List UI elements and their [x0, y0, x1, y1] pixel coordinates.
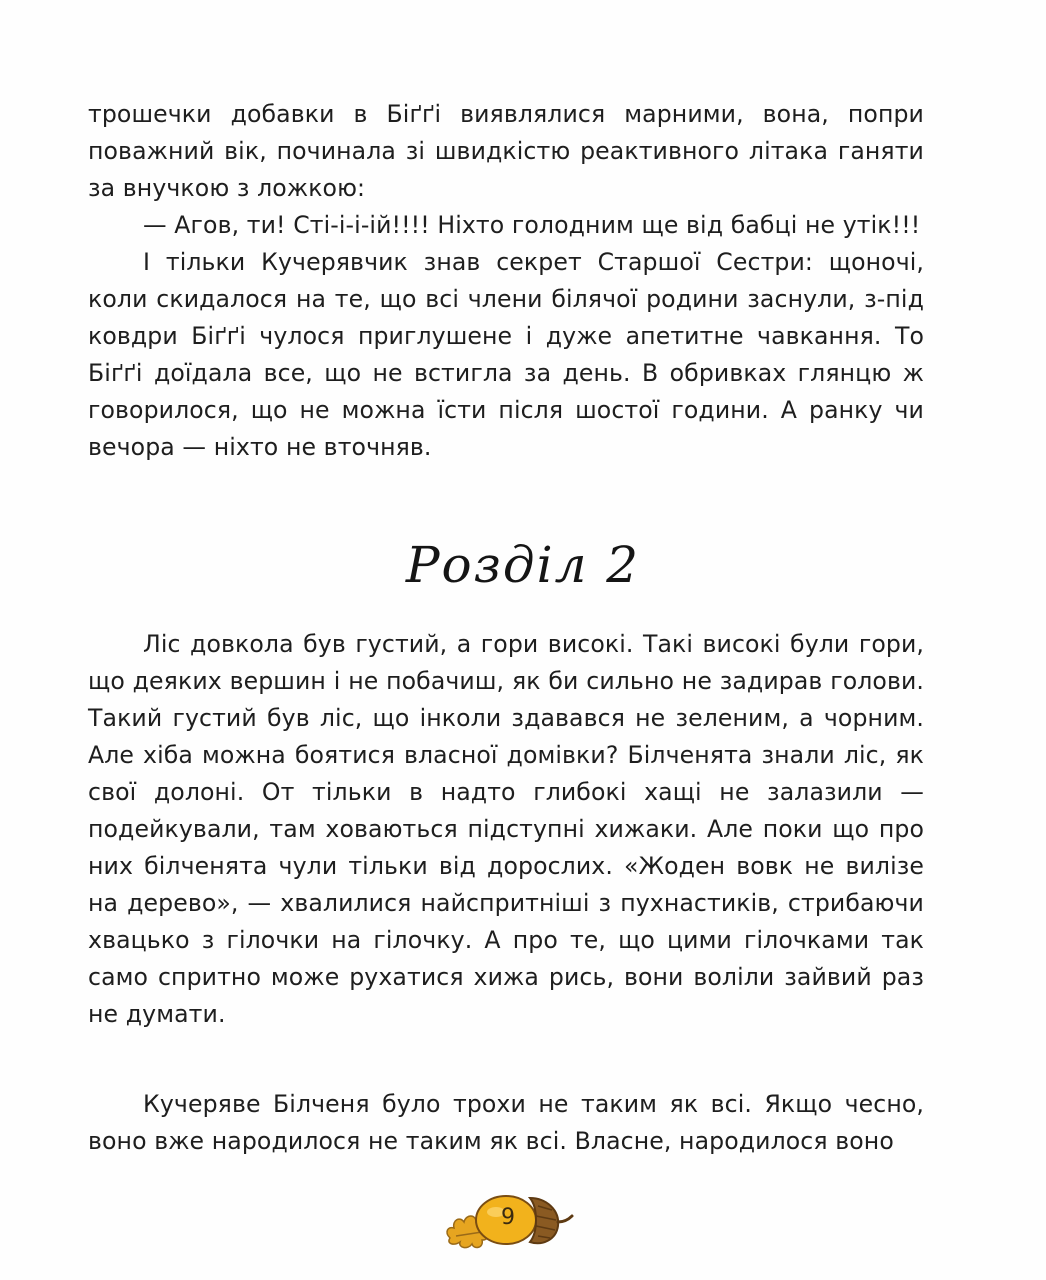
paragraph-continuation: трошечки добавки в Біґґі виявлялися марними, вона, попри поважний вік, починала зі швидкістю реактивного літака ганяти за внучкою з ложкою:	[88, 100, 924, 202]
page-number: 9	[501, 1205, 515, 1230]
forest-text-block	[88, 626, 924, 1033]
chapter-title: Розділ 2	[405, 536, 641, 594]
top-text-block	[88, 96, 924, 466]
paragraph-curly-squirrel: Кучеряве Білченя було трохи не таким як всі. Якщо чесно, воно вже народилося не таким як всі. Власне, народилося воно	[88, 1090, 924, 1155]
paragraph-dialogue: — Агов, ти! Сті-і-і-ій!!!! Ніхто голодним ще від бабці не утік!!!	[143, 211, 921, 239]
paragraph-forest: Ліс довкола був густий, а гори високі. Такі високі були гори, що деяких вершин і не побачиш, як би сильно не задирав голови. Такий густий був ліс, що інколи здавався не зеленим, а чорним. Але хіба можна боятися власної домівки? Білченята знали ліс, як свої долоні. От тільки в надто глибокі хащі не залазили — подейкували, там ховаються підступні хижаки. Але поки що про них білченята чули тільки від дорослих. «Жоден вовк не вилізе на дерево», — хвалилися найспритніші з пухнастиків, стрибаючи хвацько з гілочки на гілочку. А про те, що цими гілочками так само спритно може рухатися хижа рись, вони воліли зайвий раз не думати.	[88, 630, 924, 1028]
paragraph-secret: І тільки Кучерявчик знав секрет Старшої Сестри: щоночі, коли скидалося на те, що всі члени білячої родини заснули, з-під ковдри Біґґі чулося приглушене і дуже апетитне чавкання. То Біґґі доїдала все, що не встигла за день. В обривках глянцю ж говорилося, що не можна їсти після шостої години. А ранку чи вечора — ніхто не вточняв.	[88, 248, 924, 461]
curly-text-block	[88, 1086, 924, 1160]
